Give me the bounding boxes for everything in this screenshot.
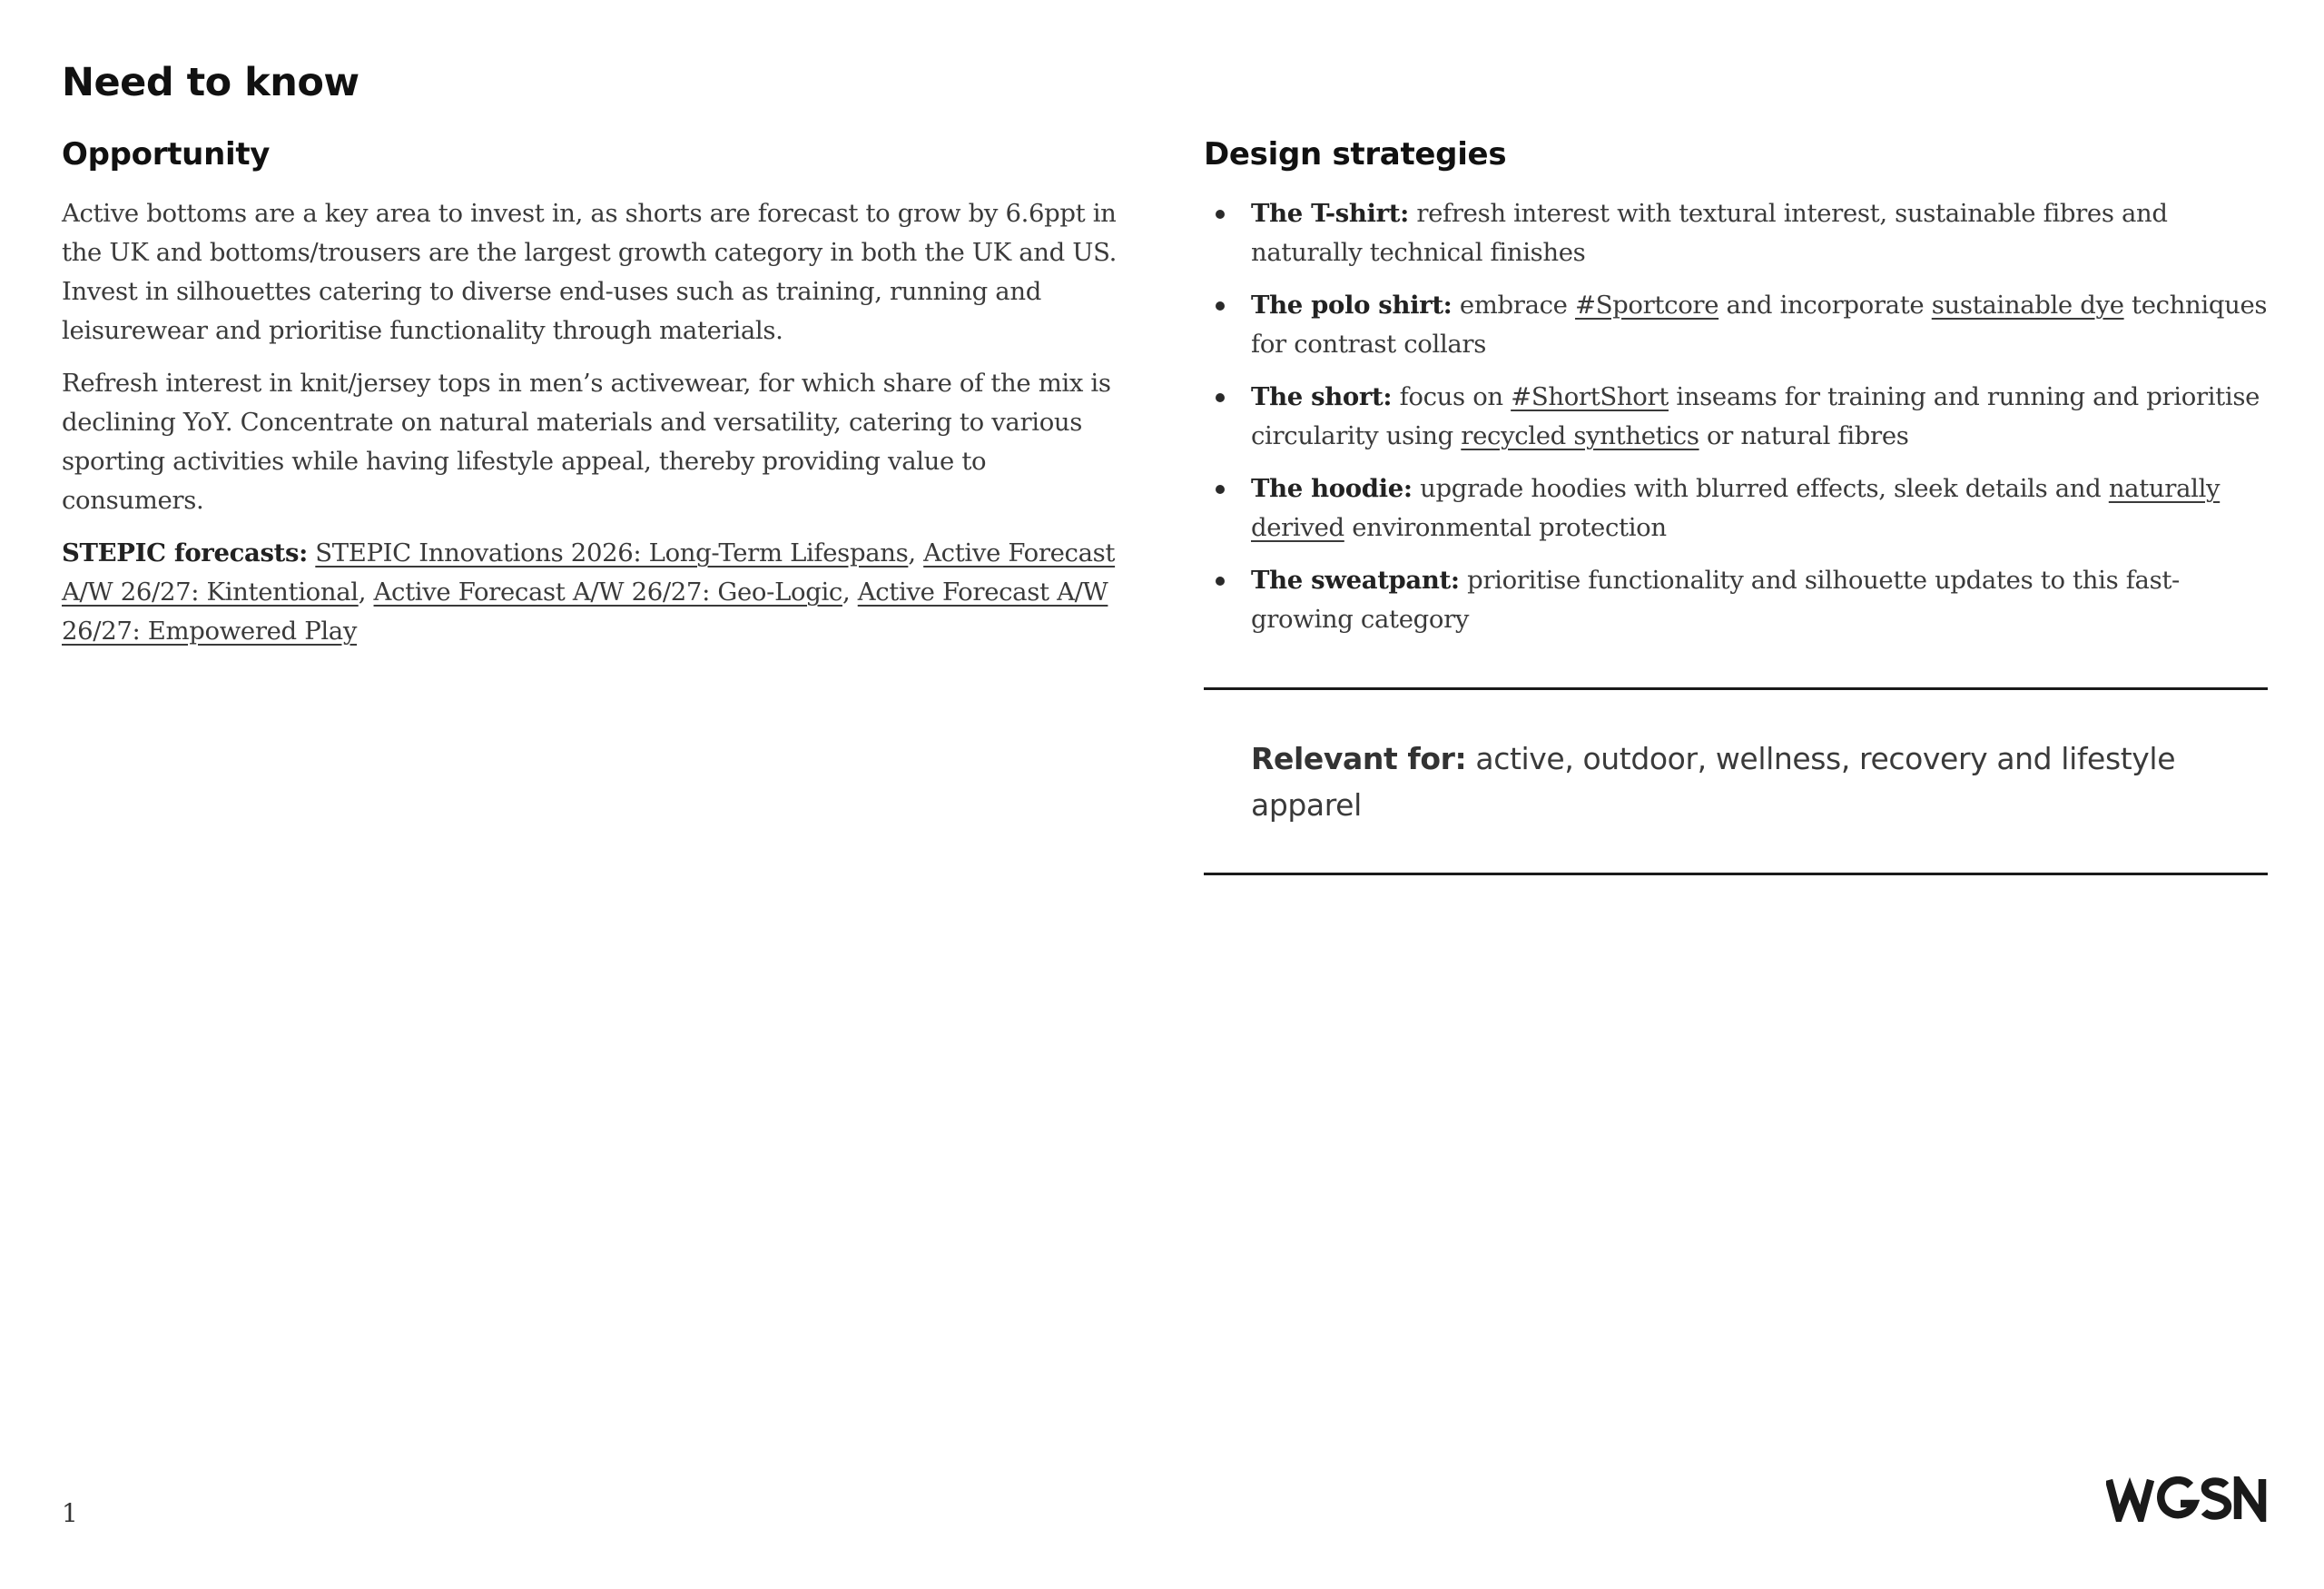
strategy-text: techniques for contrast collars bbox=[1251, 291, 2268, 359]
sportcore-link[interactable]: #Sportcore bbox=[1575, 291, 1719, 320]
strategy-item-short bbox=[1204, 378, 2268, 456]
strategy-text: inseams for training and running and prioritise circularity using bbox=[1251, 382, 2260, 450]
shortshort-link[interactable]: #ShortShort bbox=[1511, 382, 1669, 411]
strategy-text: or natural fibres bbox=[1699, 421, 1909, 450]
wgsn-logo bbox=[2106, 1476, 2270, 1522]
bullet-icon bbox=[1216, 393, 1225, 402]
strategy-item-hoodie bbox=[1204, 469, 2268, 548]
design-strategies-section bbox=[1204, 136, 2268, 653]
strategy-label: The T-shirt: bbox=[1251, 199, 1409, 228]
strategy-label: The sweatpant: bbox=[1251, 566, 1460, 595]
strategy-label: The hoodie: bbox=[1251, 474, 1413, 503]
stepic-forecasts-label: STEPIC forecasts: bbox=[62, 538, 308, 568]
strategy-label: The polo shirt: bbox=[1251, 291, 1452, 320]
strategy-item-polo-shirt bbox=[1204, 286, 2268, 364]
opportunity-heading: Opportunity bbox=[62, 136, 271, 173]
page-title: Need to know bbox=[62, 60, 359, 105]
page-number: 1 bbox=[62, 1498, 78, 1528]
strategy-text: prioritise functionality and silhouette updates to this fast-growing category bbox=[1251, 566, 2180, 634]
naturally-derived-link[interactable]: naturally derived bbox=[1251, 474, 2221, 542]
bullet-icon bbox=[1216, 210, 1225, 219]
opportunity-paragraph-2: Refresh interest in knit/jersey tops in men’s activewear, for which share of the mix is declining YoY. Concentrate on natural materials and versatility, catering to various sporting activities while having lifestyle appeal, thereby providing value to consumers. bbox=[62, 369, 1111, 515]
forecast-link-empowered-play[interactable]: Active Forecast A/W 26/27: Empowered Play bbox=[62, 577, 1108, 646]
logo-letter-n bbox=[2238, 1479, 2262, 1519]
design-strategies-list bbox=[1204, 194, 2268, 639]
strategy-text: focus on bbox=[1392, 382, 1512, 411]
strategy-item-sweatpant bbox=[1204, 561, 2268, 639]
strategy-text: environmental protection bbox=[1344, 513, 1667, 542]
opportunity-section bbox=[62, 136, 1126, 665]
forecast-link-geo-logic[interactable]: Active Forecast A/W 26/27: Geo-Logic bbox=[373, 577, 842, 607]
relevant-for-label: Relevant for: bbox=[1251, 741, 1467, 776]
opportunity-paragraph-1: Active bottoms are a key area to invest in, as shorts are forecast to grow by 6.6ppt in the UK and bottoms/trousers are the largest growth category in both the UK and US. Invest in silhouettes catering to diverse end-uses such as training, running and leisurewear and prioritise functionality through materials. bbox=[62, 199, 1118, 345]
forecast-link-kintentional[interactable]: Active Forecast A/W 26/27: Kintentional bbox=[62, 538, 1116, 607]
recycled-synthetics-link[interactable]: recycled synthetics bbox=[1461, 421, 1699, 450]
bullet-icon bbox=[1216, 485, 1225, 494]
forecast-separator: , bbox=[842, 577, 858, 607]
forecast-separator: , bbox=[908, 538, 924, 568]
strategy-text: and incorporate bbox=[1718, 291, 1932, 320]
logo-letter-g bbox=[2161, 1480, 2194, 1515]
bullet-icon bbox=[1216, 577, 1225, 586]
relevant-for-text bbox=[1251, 735, 2195, 828]
design-strategies-heading: Design strategies bbox=[1204, 136, 1507, 173]
logo-letter-s bbox=[2204, 1481, 2228, 1515]
bullet-icon bbox=[1216, 301, 1225, 311]
logo-letter-w bbox=[2109, 1480, 2151, 1517]
stepic-forecasts bbox=[62, 534, 1126, 651]
strategy-text: upgrade hoodies with blurred effects, sleek details and bbox=[1412, 474, 2109, 503]
forecast-link-long-term-lifespans[interactable]: STEPIC Innovations 2026: Long-Term Lifespans bbox=[315, 538, 909, 568]
relevant-for-box bbox=[1204, 687, 2268, 875]
sustainable-dye-link[interactable]: sustainable dye bbox=[1931, 291, 2124, 320]
strategy-item-t-shirt bbox=[1204, 194, 2268, 272]
relevant-for-value: active, outdoor, wellness, recovery and lifestyle apparel bbox=[1251, 741, 2176, 823]
strategy-text: embrace bbox=[1452, 291, 1575, 320]
strategy-label: The short: bbox=[1251, 382, 1393, 411]
strategy-text: refresh interest with textural interest, sustainable fibres and naturally technical finishes bbox=[1251, 199, 2168, 267]
forecast-separator: , bbox=[358, 577, 374, 607]
